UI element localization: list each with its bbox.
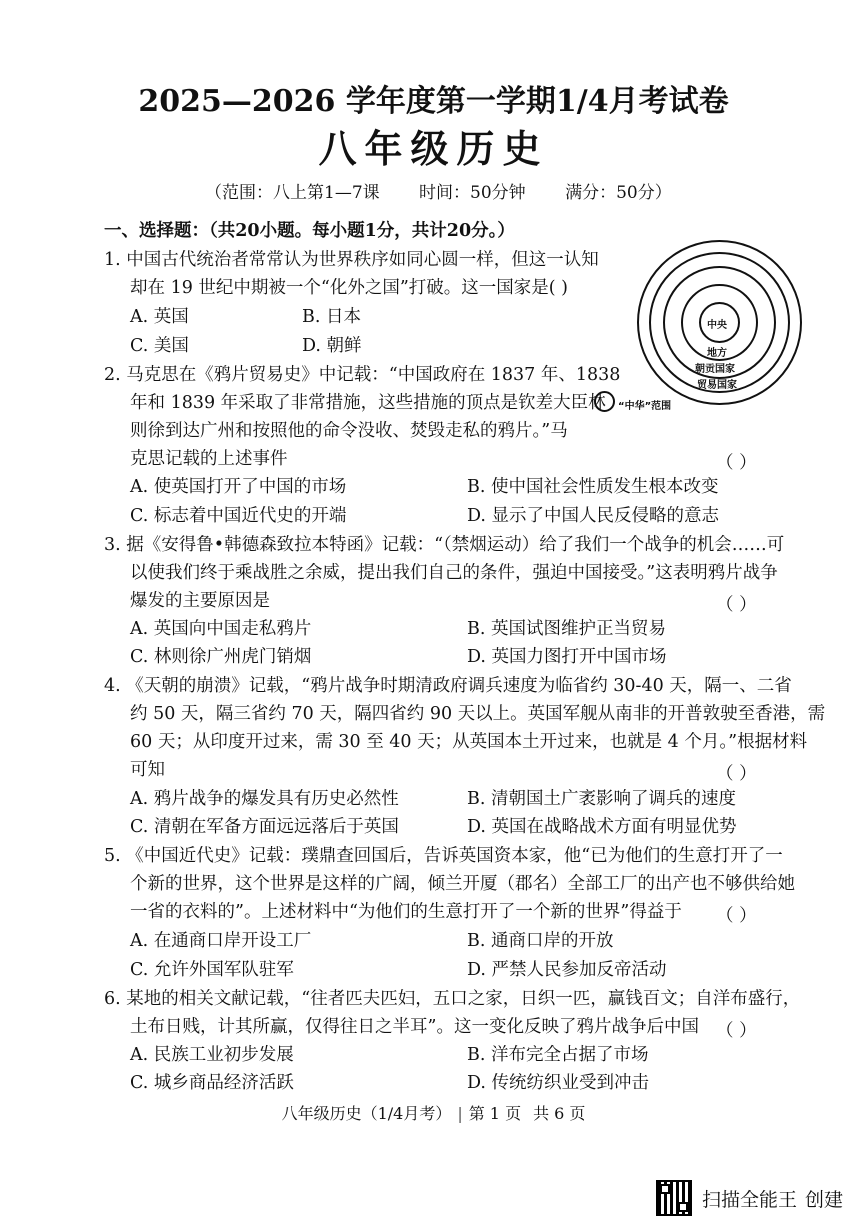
question-6-answer-paren: （ ）	[716, 1021, 757, 1041]
question-3-line-2: 以使我们终于乘战胜之余威，提出我们自己的条件，强迫中国接受。”这表明鸦片战争	[130, 563, 778, 583]
question-2-line-2: 年和 1839 年采取了非常措施，这些措施的顶点是钦差大臣林	[130, 393, 606, 413]
question-1-line-1: 1. 中国古代统治者常常认为世界秩序如同心圆一样，但这一认知	[104, 250, 599, 270]
question-1-option-c: C. 美国	[130, 336, 189, 356]
scanner-watermark	[656, 1180, 843, 1216]
meta-score: 满分：50分）	[565, 183, 672, 203]
question-6-option-b: B. 洋布完全占据了市场	[467, 1045, 649, 1065]
question-4-answer-paren: （ ）	[716, 764, 757, 784]
footer-page: 第 1 页	[468, 1104, 522, 1123]
question-4-option-a: A. 鸦片战争的爆发具有历史必然性	[130, 789, 399, 809]
exam-meta	[205, 178, 706, 203]
meta-time: 时间：50分钟	[419, 183, 526, 203]
meta-range: （范围：八上第1—7课	[205, 183, 380, 203]
question-2-option-b: B. 使中国社会性质发生根本改变	[467, 477, 719, 497]
question-6-option-c: C. 城乡商品经济活跃	[130, 1073, 294, 1093]
footer-total: 共 6 页	[533, 1104, 586, 1123]
diagram-ring3-label: 贸易国家	[697, 380, 737, 391]
question-5-option-a: A. 在通商口岸开设工厂	[130, 931, 312, 951]
section-heading: 一、选择题：（共20小题。每小题1分，共计20分。）	[104, 221, 515, 241]
question-6-line-2: 土布日贱，计其所赢，仅得往日之半耳”。这一变化反映了鸦片战争后中国	[130, 1017, 699, 1037]
concentric-diagram	[637, 240, 802, 405]
watermark-label	[702, 1185, 843, 1212]
question-2-answer-paren: （ ）	[716, 453, 757, 473]
subject-title: 八年级历史	[318, 126, 549, 171]
diagram-center-label: 中央	[707, 320, 727, 331]
question-1-option-d: D. 朝鲜	[302, 336, 362, 356]
question-3-line-3: 爆发的主要原因是	[130, 591, 270, 611]
question-2-option-c: C. 标志着中国近代史的开端	[130, 506, 347, 526]
question-5-option-d: D. 严禁人民参加反帝活动	[467, 960, 667, 980]
question-5-option-b: B. 通商口岸的开放	[467, 931, 614, 951]
question-3-option-d: D. 英国力图打开中国市场	[467, 647, 667, 667]
footer-subject: 八年级历史（1/4月考）	[281, 1104, 452, 1123]
question-1-option-a: A. 英国	[130, 307, 189, 327]
question-3-option-b: B. 英国试图维护正当贸易	[467, 619, 666, 639]
question-3-line-1: 3. 据《安得鲁•韩德森致拉本特函》记载：“（禁烟运动）给了我们一个战争的机会……可	[104, 535, 785, 555]
question-4-line-2: 约 50 天，隔三省约 70 天，隔四省约 90 天以上。英国军舰从南非的开普敦驶至香港，需	[130, 704, 826, 724]
diagram-ring2-label: 朝贡国家	[695, 364, 735, 375]
qr-code-icon	[656, 1180, 692, 1216]
question-3-answer-paren: （ ）	[716, 595, 757, 615]
question-4-line-3: 60 天；从印度开过来，需 30 至 40 天；从英国本土开过来，也就是 4 个月。”根据材料	[130, 732, 808, 752]
question-2-option-a: A. 使英国打开了中国的市场	[130, 477, 347, 497]
question-6-option-d: D. 传统纺织业受到冲击	[467, 1073, 650, 1093]
question-2-line-1: 2. 马克思在《鸦片贸易史》中记载：“中国政府在 1837 年、1838	[104, 365, 621, 385]
question-4-line-4: 可知	[130, 760, 165, 780]
question-4-line-1: 4. 《天朝的崩溃》记载，“鸦片战争时期清政府调兵速度为临省约 30-40 天，隔一、二省	[104, 676, 792, 696]
page-footer	[0, 1101, 867, 1124]
exam-title: 2025—2026 学年度第一学期1/4月考试卷	[138, 84, 729, 119]
watermark-suffix: 创建	[804, 1188, 843, 1211]
question-6-option-a: A. 民族工业初步发展	[130, 1045, 294, 1065]
footer-separator: |	[457, 1104, 463, 1123]
question-5-answer-paren: （ ）	[716, 906, 757, 926]
question-2-line-4: 克思记载的上述事件	[130, 449, 288, 469]
question-5-line-3: 一省的衣料的”。上述材料中“为他们的生意打开了一个新的世界”得益于	[130, 902, 682, 922]
diagram-ring1-label: 地方	[707, 348, 727, 359]
question-4-option-d: D. 英国在战略战术方面有明显优势	[467, 817, 737, 837]
question-2-option-d: D. 显示了中国人民反侵略的意志	[467, 506, 720, 526]
question-4-option-c: C. 清朝在军备方面远远落后于英国	[130, 817, 399, 837]
question-5-line-1: 5. 《中国近代史》记载：璞鼎查回国后，告诉英国资本家，他“已为他们的生意打开了一	[104, 846, 783, 866]
question-1-line-2: 却在 19 世纪中期被一个“化外之国”打破。这一国家是( )	[130, 278, 569, 298]
diagram-legend-label: “中华”范围	[618, 401, 672, 412]
question-4-option-b: B. 清朝国土广袤影响了调兵的速度	[467, 789, 736, 809]
question-1-option-b: B. 日本	[302, 307, 361, 327]
question-5-line-2: 个新的世界，这个世界是这样的广阔，倾兰开厦（郡名）全部工厂的出产也不够供给她	[130, 874, 795, 894]
question-2-line-3: 则徐到达广州和按照他的命令没收、焚毁走私的鸦片。”马	[130, 421, 568, 441]
question-5-option-c: C. 允许外国军队驻军	[130, 960, 294, 980]
question-6-line-1: 6. 某地的相关文献记载，“往者匹夫匹妇，五口之家，日织一匹，赢钱百文；自洋布盛行，	[104, 989, 801, 1009]
question-3-option-a: A. 英国向中国走私鸦片	[130, 619, 312, 639]
question-3-option-c: C. 林则徐广州虎门销烟	[130, 647, 312, 667]
watermark-app-name: 扫描全能王	[701, 1188, 797, 1211]
